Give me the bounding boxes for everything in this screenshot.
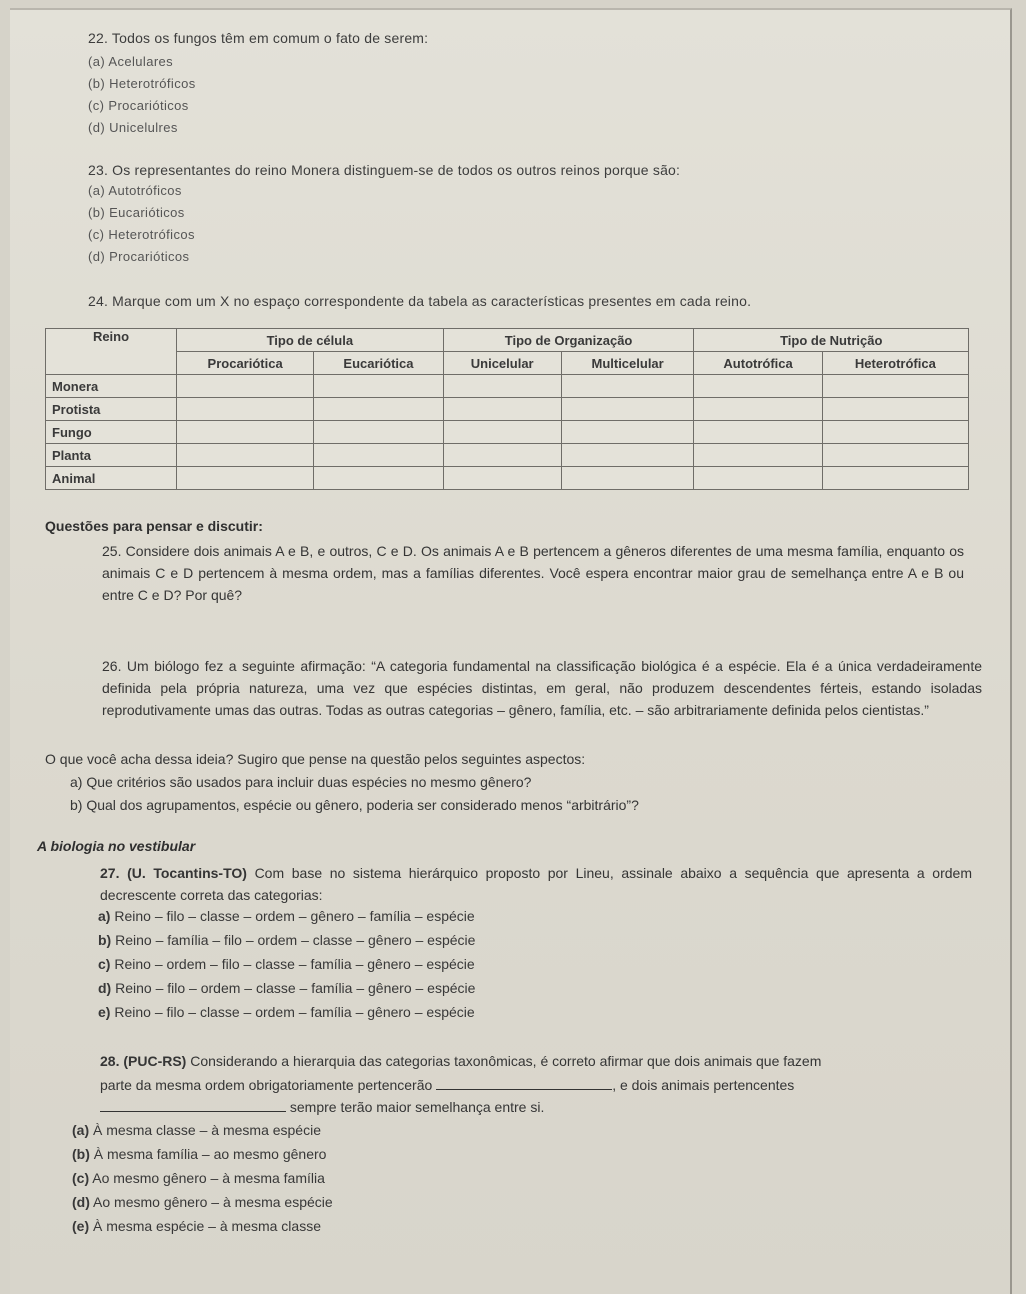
checkbox-cell[interactable] — [177, 421, 314, 444]
subheader-unicelular: Unicelular — [443, 352, 561, 375]
q28-line2b: , e dois animais pertencentes — [612, 1077, 795, 1093]
q25-text: 25. Considere dois animais A e B, e outros, C e D. Os animais A e B pertencem a gêneros diferentes de uma mesma família, enquanto os animais C e D pertencem à mesma ordem, mas a famílias diferentes. Você espera encontrar maior grau de semelhança entre A e B ou entre C e D? Por quê? — [102, 543, 964, 603]
checkbox-cell[interactable] — [561, 467, 694, 490]
checkbox-cell[interactable] — [694, 444, 822, 467]
table-row — [46, 398, 969, 421]
checkbox-cell[interactable] — [443, 375, 561, 398]
q28-line1 — [100, 1050, 980, 1072]
checkbox-cell[interactable] — [314, 421, 443, 444]
q27-option-b-text: Reino – família – filo – ordem – classe – gênero – espécie — [115, 932, 476, 948]
subheader-procariotica: Procariótica — [177, 352, 314, 375]
checkbox-cell[interactable] — [694, 398, 822, 421]
checkbox-cell[interactable] — [314, 467, 443, 490]
q24-title: 24. Marque com um X no espaço correspondente da tabela as características presentes em cada reino. — [88, 293, 752, 309]
q28-line2a: parte da mesma ordem obrigatoriamente pertencerão — [100, 1077, 433, 1093]
q28-line1-text: Considerando a hierarquia das categorias taxonômicas, é correto afirmar que dois animais que fazem — [186, 1053, 822, 1069]
q27-option-a-text: Reino – filo – classe – ordem – gênero – família – espécie — [114, 908, 475, 924]
checkbox-cell[interactable] — [177, 398, 314, 421]
vestibular-heading: A biologia no vestibular — [37, 838, 196, 854]
header-tipo-organizacao: Tipo de Organização — [443, 329, 694, 352]
checkbox-cell[interactable] — [822, 444, 968, 467]
row-label-monera: Monera — [46, 375, 177, 398]
q23-option-d: (d) Procarióticos — [88, 249, 190, 264]
q27-option-d-text: Reino – filo – ordem – classe – família – gênero – espécie — [115, 980, 476, 996]
checkbox-cell[interactable] — [694, 375, 822, 398]
q27-option-e-text: Reino – filo – classe – ordem – família – gênero – espécie — [114, 1004, 475, 1020]
q27-letter-e: e) — [98, 1004, 111, 1020]
checkbox-cell[interactable] — [561, 444, 694, 467]
q23-option-a: (a) Autotróficos — [88, 183, 182, 198]
q28-letter-a: (a) — [72, 1122, 90, 1138]
q27-letter-a: a) — [98, 908, 111, 924]
checkbox-cell[interactable] — [822, 421, 968, 444]
q27-body: Com base no sistema hierárquico proposto por Lineu, assinale abaixo a sequência que apresenta a ordem decrescente correta das categorias: — [100, 865, 972, 903]
row-label-planta: Planta — [46, 444, 177, 467]
q27-option-b — [98, 932, 475, 948]
q28-line3 — [100, 1096, 980, 1118]
checkbox-cell[interactable] — [443, 444, 561, 467]
checkbox-cell[interactable] — [443, 398, 561, 421]
subheader-multicelular: Multicelular — [561, 352, 694, 375]
q23-option-c: (c) Heterotróficos — [88, 227, 195, 242]
q26-item-b: b) Qual dos agrupamentos, espécie ou gênero, poderia ser considerado menos “arbitrário”? — [70, 797, 639, 813]
checkbox-cell[interactable] — [314, 444, 443, 467]
row-label-fungo: Fungo — [46, 421, 177, 444]
checkbox-cell[interactable] — [177, 467, 314, 490]
q28-option-a — [72, 1122, 321, 1138]
subheader-eucariotica: Eucariótica — [314, 352, 443, 375]
q27-option-c-text: Reino – ordem – filo – classe – família – gênero – espécie — [114, 956, 475, 972]
checkbox-cell[interactable] — [694, 467, 822, 490]
q26-prompt: O que você acha dessa ideia? Sugiro que pense na questão pelos seguintes aspectos: — [45, 751, 586, 767]
q27-letter-b: b) — [98, 932, 112, 948]
table-row — [46, 467, 969, 490]
q28-option-a-text: À mesma classe – à mesma espécie — [93, 1122, 321, 1138]
kingdom-characteristics-table — [45, 328, 969, 490]
table-subheader-row — [46, 352, 969, 375]
q28-option-b — [72, 1146, 326, 1162]
q28-option-c-text: Ao mesmo gênero – à mesma família — [92, 1170, 325, 1186]
q28-line3-text: sempre terão maior semelhança entre si. — [289, 1099, 545, 1115]
q22-option-d: (d) Unicelulres — [88, 120, 178, 135]
row-label-animal: Animal — [46, 467, 177, 490]
q27-letter-d: d) — [98, 980, 112, 996]
checkbox-cell[interactable] — [561, 421, 694, 444]
checkbox-cell[interactable] — [822, 467, 968, 490]
q28-letter-d: (d) — [72, 1194, 90, 1210]
checkbox-cell[interactable] — [694, 421, 822, 444]
checkbox-cell[interactable] — [822, 375, 968, 398]
q28-option-b-text: À mesma família – ao mesmo gênero — [93, 1146, 327, 1162]
header-tipo-celula: Tipo de célula — [177, 329, 444, 352]
answer-blank-2[interactable] — [100, 1097, 286, 1112]
q26-item-a: a) Que critérios são usados para incluir duas espécies no mesmo gênero? — [70, 774, 532, 790]
q28-option-c — [72, 1170, 325, 1186]
checkbox-cell[interactable] — [314, 398, 443, 421]
q27-letter-c: c) — [98, 956, 111, 972]
header-tipo-nutricao: Tipo de Nutrição — [694, 329, 969, 352]
table-row — [46, 444, 969, 467]
checkbox-cell[interactable] — [561, 398, 694, 421]
row-label-protista: Protista — [46, 398, 177, 421]
q28-label: 28. (PUC-RS) — [100, 1053, 187, 1069]
q28-line2 — [100, 1074, 980, 1096]
header-reino: Reino — [46, 329, 177, 375]
q28-letter-c: (c) — [72, 1170, 90, 1186]
q23-title: 23. Os representantes do reino Monera distinguem-se de todos os outros reinos porque são: — [88, 162, 681, 178]
subheader-heterotrofica: Heterotrófica — [822, 352, 968, 375]
q28-option-e-text: À mesma espécie – à mesma classe — [93, 1218, 321, 1234]
q28-letter-b: (b) — [72, 1146, 90, 1162]
q26-text: 26. Um biólogo fez a seguinte afirmação: “A categoria fundamental na classificação biológica é a espécie. Ela é a única verdadeiramente definida pela própria natureza, uma vez que espécies distintas, em geral, não produzem descendentes férteis, estando isoladas reprodutivamente umas das outras. Todas as outras categorias – gênero, família, etc. – são arbitrariamente definida pelos cientistas.” — [102, 658, 982, 718]
q28-option-e — [72, 1218, 321, 1234]
checkbox-cell[interactable] — [443, 421, 561, 444]
q28-letter-e: (e) — [72, 1218, 90, 1234]
q28-option-d — [72, 1194, 333, 1210]
checkbox-cell[interactable] — [561, 375, 694, 398]
table-row — [46, 421, 969, 444]
table-header-row — [46, 329, 969, 352]
q22-option-a: (a) Acelulares — [88, 54, 174, 69]
q22-option-c: (c) Procarióticos — [88, 98, 189, 113]
table-row — [46, 375, 969, 398]
checkbox-cell[interactable] — [177, 375, 314, 398]
q28-option-d-text: Ao mesmo gênero – à mesma espécie — [93, 1194, 333, 1210]
subheader-autotrofica: Autotrófica — [694, 352, 822, 375]
q27-text — [100, 862, 972, 906]
answer-blank-1[interactable] — [436, 1075, 612, 1090]
q27-option-c — [98, 956, 475, 972]
q22-title: 22. Todos os fungos têm em comum o fato de serem: — [88, 30, 429, 46]
checkbox-cell[interactable] — [314, 375, 443, 398]
q27-label: 27. (U. Tocantins-TO) — [100, 865, 247, 881]
q27-option-a — [98, 908, 475, 924]
q23-option-b: (b) Eucarióticos — [88, 205, 185, 220]
discussion-heading: Questões para pensar e discutir: — [45, 518, 263, 534]
checkbox-cell[interactable] — [177, 444, 314, 467]
q27-option-d — [98, 980, 475, 996]
q22-option-b: (b) Heterotróficos — [88, 76, 196, 91]
checkbox-cell[interactable] — [443, 467, 561, 490]
q27-option-e — [98, 1004, 475, 1020]
checkbox-cell[interactable] — [822, 398, 968, 421]
